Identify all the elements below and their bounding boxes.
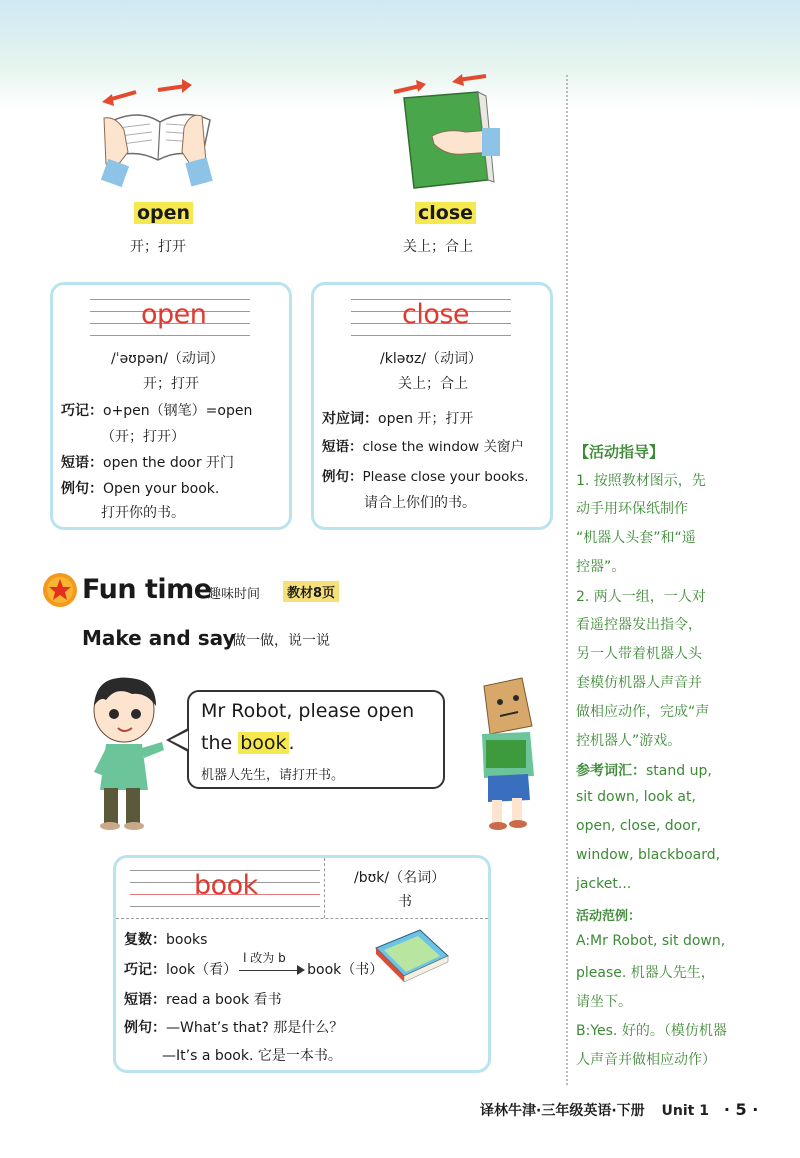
card-open-phrase	[61, 449, 234, 477]
textbook-page-badge: 教材8页	[283, 581, 339, 602]
memo-b: book（书）	[307, 962, 384, 978]
star-badge-icon	[42, 572, 78, 608]
card-close-word: close	[402, 299, 470, 330]
fun-time-title: Fun time	[82, 574, 212, 605]
boy-illustration	[86, 672, 166, 832]
sidebar-line: 2. 两人一组，一人对	[576, 589, 706, 605]
robot-kid-illustration	[474, 676, 538, 832]
antonym-label: 对应词：	[322, 411, 378, 427]
fun-time-title-cn: 趣味时间	[208, 587, 261, 602]
sidebar-line: 动手用环保纸制作	[576, 501, 688, 517]
phrase-text: read a book 看书	[166, 992, 282, 1008]
sidebar-line: 做相应动作，完成“声	[576, 704, 710, 720]
example-label: 例句：	[61, 481, 103, 497]
card-close-example-cn: 请合上你们的书。	[364, 495, 476, 511]
phrase-text: close the window 关窗户	[362, 439, 525, 455]
card-book-example-1	[124, 1014, 343, 1042]
word-close-meaning: 关上；合上	[403, 239, 473, 255]
bubble-line-2	[201, 732, 295, 754]
make-and-say-title: Make and say	[82, 626, 236, 650]
bubble-line-1: Mr Robot, please open	[201, 700, 415, 722]
card-open-memo	[61, 397, 252, 425]
sidebar-example-line: A:Mr Robot, sit down,	[576, 933, 726, 949]
example-label: 例句：	[322, 469, 363, 485]
card-book-plural	[124, 926, 207, 954]
example-1-text: —What’s that? 那是什么？	[166, 1020, 344, 1036]
sidebar-example-line: 人声音并做相应动作）	[576, 1052, 716, 1068]
vocab-card-open	[50, 282, 292, 530]
card-book-meaning: 书	[398, 894, 412, 910]
sidebar-line: 套模仿机器人声音并	[576, 675, 702, 691]
sidebar-ref-label: 参考词汇：	[576, 763, 646, 779]
memo-arrow-label: l 改为 b	[243, 951, 286, 965]
sidebar-line: 看遥控器发出指令，	[576, 617, 702, 633]
footer-unit: Unit 1	[661, 1103, 709, 1119]
bubble-line-2-pre: the	[201, 732, 239, 754]
card-book-example-2: —It’s a book. 它是一本书。	[162, 1048, 342, 1064]
card-close-phrase	[322, 433, 524, 461]
word-close: close	[415, 202, 476, 224]
vocab-card-close	[311, 282, 553, 530]
make-and-say-title-cn: 做一做，说一说	[232, 633, 330, 649]
example-label: 例句：	[124, 1020, 166, 1036]
sidebar-line: “机器人头套”和“遥	[576, 530, 696, 546]
sidebar-example-heading: 活动范例：	[576, 909, 642, 924]
sidebar-line: 另一人带着机器人头	[576, 646, 702, 662]
card-close-antonym	[322, 405, 473, 433]
sidebar-heading: 【活动指导】	[574, 443, 665, 461]
card-close-meaning: 关上；合上	[398, 376, 468, 392]
phrase-label: 短语：	[61, 455, 103, 471]
sidebar-example-line: please. 机器人先生，	[576, 965, 715, 981]
column-divider	[566, 75, 568, 1085]
card-book-phrase	[124, 986, 282, 1014]
memo-a: look（看）	[166, 962, 238, 978]
sidebar-ref-line: window, blackboard,	[576, 847, 721, 863]
sidebar-example-line: 请坐下。	[576, 994, 632, 1010]
memo-arrow-head	[297, 965, 305, 975]
sidebar-ref-line: open, close, door,	[576, 818, 702, 834]
bubble-line-2-post: .	[288, 732, 295, 754]
phrase-label: 短语：	[124, 992, 166, 1008]
card-open-word: open	[141, 299, 207, 330]
card-close-phonetic: /kləʊz/（动词）	[380, 351, 483, 367]
sidebar-line: 1. 按照教材图示，先	[576, 473, 706, 489]
word-open: open	[134, 202, 193, 224]
word-open-meaning: 开；打开	[130, 239, 186, 255]
memo-arrow-line	[239, 970, 299, 971]
antonym-text: open 开；打开	[378, 411, 474, 427]
example-text: Please close your books.	[362, 469, 529, 485]
memo-label: 巧记：	[124, 962, 166, 978]
phrase-text: open the door 开门	[103, 455, 235, 471]
footer-page-number: · 5 ·	[723, 1100, 759, 1119]
card-open-phonetic: /ˈəʊpən/（动词）	[111, 351, 224, 367]
example-text: Open your book.	[103, 481, 220, 497]
bubble-tail-inner	[170, 731, 188, 749]
card-open-memo-2: （开；打开）	[101, 429, 185, 445]
card-book-memo	[124, 951, 384, 984]
card-book-word: book	[194, 870, 258, 901]
card-open-meaning: 开；打开	[143, 376, 199, 392]
phrase-label: 短语：	[322, 439, 363, 455]
card-close-example	[322, 463, 529, 491]
card-divider-horizontal	[116, 918, 488, 919]
plural-label: 复数：	[124, 932, 166, 948]
sidebar-ref-line: jacket...	[576, 876, 632, 892]
memo-text: o+pen（钢笔）=open	[103, 403, 253, 419]
sidebar-ref-word: stand up,	[646, 763, 712, 779]
book-illustration	[372, 926, 452, 982]
sidebar-example-line: B:Yes. 好的。（模仿机器	[576, 1023, 727, 1039]
bubble-cn: 机器人先生，请打开书。	[201, 768, 345, 783]
bubble-highlight-word: book	[240, 732, 287, 754]
vocab-card-book	[113, 855, 491, 1073]
speech-bubble	[187, 690, 445, 789]
sidebar-line: 控器”。	[576, 559, 626, 575]
card-open-example-cn: 打开你的书。	[101, 505, 185, 521]
footer-book-title: 译林牛津·三年级英语·下册	[480, 1103, 645, 1119]
page-footer	[480, 1100, 758, 1120]
closed-book-illustration	[390, 72, 502, 192]
sidebar-ref-first	[576, 760, 712, 780]
card-book-phonetic: /bʊk/（名词）	[354, 870, 446, 886]
memo-arrow	[237, 951, 307, 977]
plural-text: books	[166, 932, 208, 948]
sidebar-line: 控机器人”游戏。	[576, 733, 682, 749]
card-divider-vertical	[324, 858, 325, 918]
open-book-illustration	[98, 78, 218, 188]
sidebar-ref-line: sit down, look at,	[576, 789, 696, 805]
memo-label: 巧记：	[61, 403, 103, 419]
